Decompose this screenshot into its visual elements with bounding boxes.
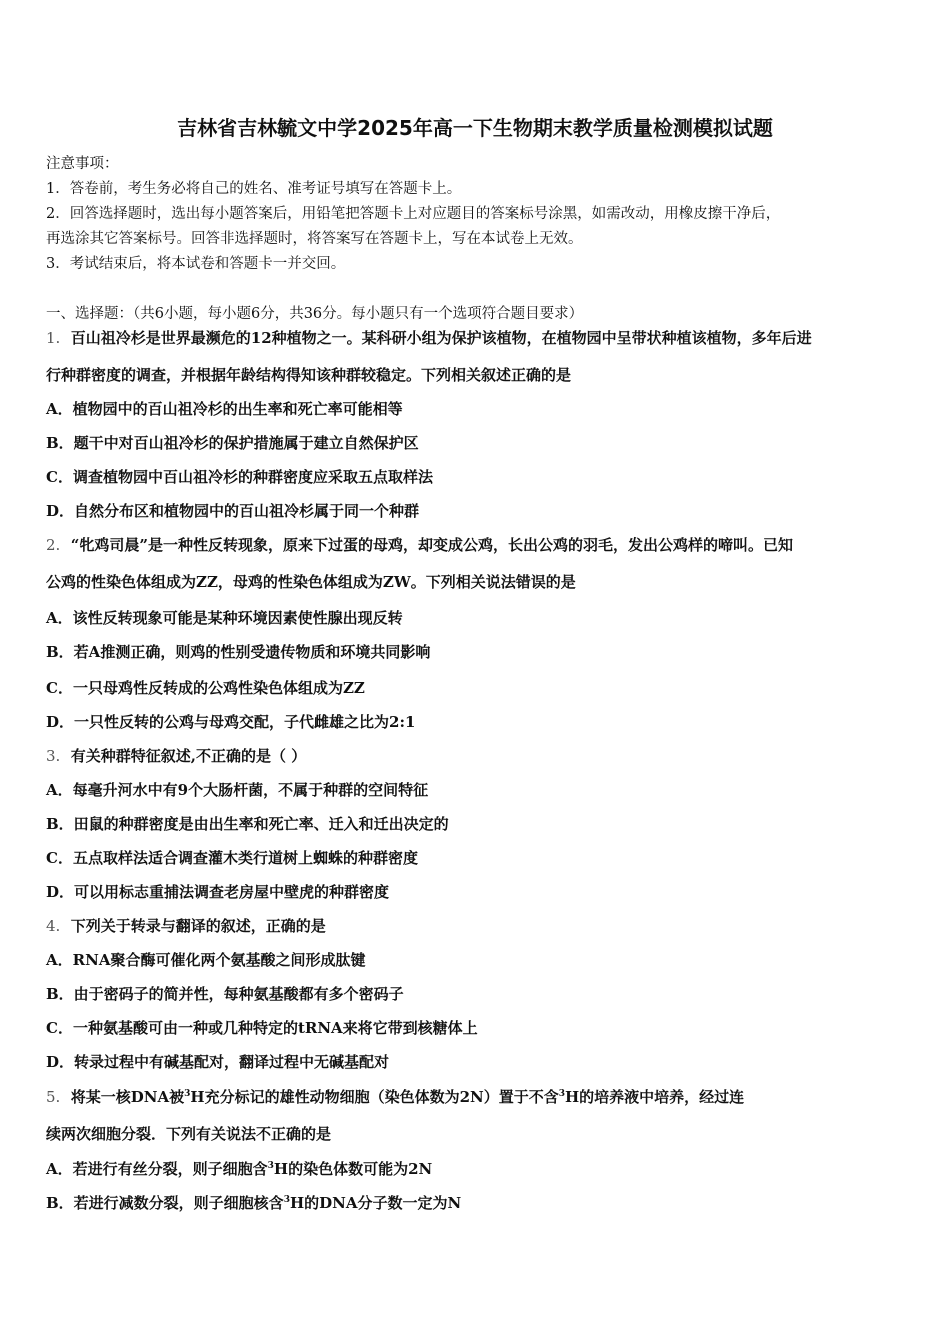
question-5-stem-cont: 续两次细胞分裂．下列有关说法不正确的是: [46, 1125, 332, 1143]
question-5-stem: [46, 1086, 906, 1107]
question-number: 3.: [46, 747, 61, 765]
question-3-stem: [46, 745, 906, 766]
option-4b: B．由于密码子的简并性，每种氨基酸都有多个密码子: [46, 985, 404, 1003]
option-text: H的染色体数可能为2N: [273, 1160, 433, 1178]
question-text: 下列关于转录与翻译的叙述，正确的是: [70, 917, 326, 935]
question-2-stem: [46, 534, 906, 555]
superscript: 3: [283, 1195, 290, 1205]
option-3b: B．田鼠的种群密度是由出生率和死亡率、迁入和迁出决定的: [46, 815, 449, 833]
option-text: H的DNA分子数一定为N: [289, 1194, 462, 1212]
option-1c: C．调查植物园中百山祖冷杉的种群密度应采取五点取样法: [46, 468, 433, 486]
question-number: 2.: [46, 536, 61, 554]
question-text: 百山祖冷杉是世界最濒危的12种植物之一。某科研小组为保护该植物，在植物园中呈带状种植该植物，多年后进: [70, 329, 812, 347]
notice-item-2: 2．回答选择题时，选出每小题答案后，用铅笔把答题卡上对应题目的答案标号涂黑，如需改动，用橡皮擦干净后，: [46, 206, 781, 222]
question-text: H充分标记的雄性动物细胞（染色体数为2N）置于不含: [190, 1088, 559, 1106]
question-text: H的培养液中培养，经过连: [564, 1088, 745, 1106]
section-heading: 一、选择题：（共6小题，每小题6分，共36分。每小题只有一个选项符合题目要求）: [46, 306, 584, 322]
option-3d: D．可以用标志重捕法调查老房屋中壁虎的种群密度: [46, 883, 390, 901]
option-2d: D．一只性反转的公鸡与母鸡交配，子代雌雄之比为2:1: [46, 713, 416, 731]
question-1-stem: [46, 327, 906, 348]
option-4a: A．RNA聚合酶可催化两个氨基酸之间形成肽键: [46, 951, 366, 969]
option-5b: [46, 1192, 906, 1213]
option-1a: A．植物园中的百山祖冷杉的出生率和死亡率可能相等: [46, 400, 403, 418]
question-2-stem-cont: 公鸡的性染色体组成为ZZ，母鸡的性染色体组成为ZW。下列相关说法错误的是: [46, 573, 576, 591]
option-5a: [46, 1158, 906, 1179]
question-4-stem: [46, 915, 906, 936]
question-1-stem-cont: 行种群密度的调查，并根据年龄结构得知该种群较稳定。下列相关叙述正确的是: [46, 366, 572, 384]
option-text: B．若进行减数分裂，则子细胞核含: [46, 1194, 284, 1212]
option-4d: D．转录过程中有碱基配对，翻译过程中无碱基配对: [46, 1053, 390, 1071]
notice-heading: 注意事项：: [46, 156, 119, 172]
option-1b: B．题干中对百山祖冷杉的保护措施属于建立自然保护区: [46, 434, 419, 452]
option-text: A．若进行有丝分裂，则子细胞含: [46, 1160, 268, 1178]
question-text: “牝鸡司晨”是一种性反转现象，原来下过蛋的母鸡，却变成公鸡，长出公鸡的羽毛，发出公鸡样的啼叫。已知: [70, 536, 794, 554]
option-2c: C．一只母鸡性反转成的公鸡性染色体组成为ZZ: [46, 679, 365, 697]
question-number: 1.: [46, 329, 61, 347]
option-2b: B．若A推测正确，则鸡的性别受遗传物质和环境共同影响: [46, 643, 431, 661]
notice-item-1: 1．答卷前，考生务必将自己的姓名、准考证号填写在答题卡上。: [46, 181, 462, 197]
question-text: 将某一核DNA被: [70, 1088, 185, 1106]
option-3c: C．五点取样法适合调查灌木类行道树上蜘蛛的种群密度: [46, 849, 418, 867]
question-text: 有关种群特征叙述,不正确的是（ ）: [70, 747, 307, 765]
superscript: 3: [267, 1161, 274, 1171]
option-2a: A．该性反转现象可能是某种环境因素使性腺出现反转: [46, 609, 403, 627]
option-4c: C．一种氨基酸可由一种或几种特定的tRNA来将它带到核糖体上: [46, 1019, 478, 1037]
superscript: 3: [184, 1089, 191, 1099]
page-title: 吉林省吉林毓文中学2025年高一下生物期末教学质量检测模拟试题: [177, 116, 773, 140]
question-number: 4.: [46, 917, 61, 935]
notice-item-3: 3．考试结束后，将本试卷和答题卡一并交回。: [46, 256, 346, 272]
option-1d: D．自然分布区和植物园中的百山祖冷杉属于同一个种群: [46, 502, 420, 520]
superscript: 3: [558, 1089, 565, 1099]
question-number: 5.: [46, 1088, 61, 1106]
notice-item-2-cont: 再选涂其它答案标号。回答非选择题时，将答案写在答题卡上，写在本试卷上无效。: [46, 231, 583, 247]
option-3a: A．每毫升河水中有9个大肠杆菌，不属于种群的空间特征: [46, 781, 429, 799]
